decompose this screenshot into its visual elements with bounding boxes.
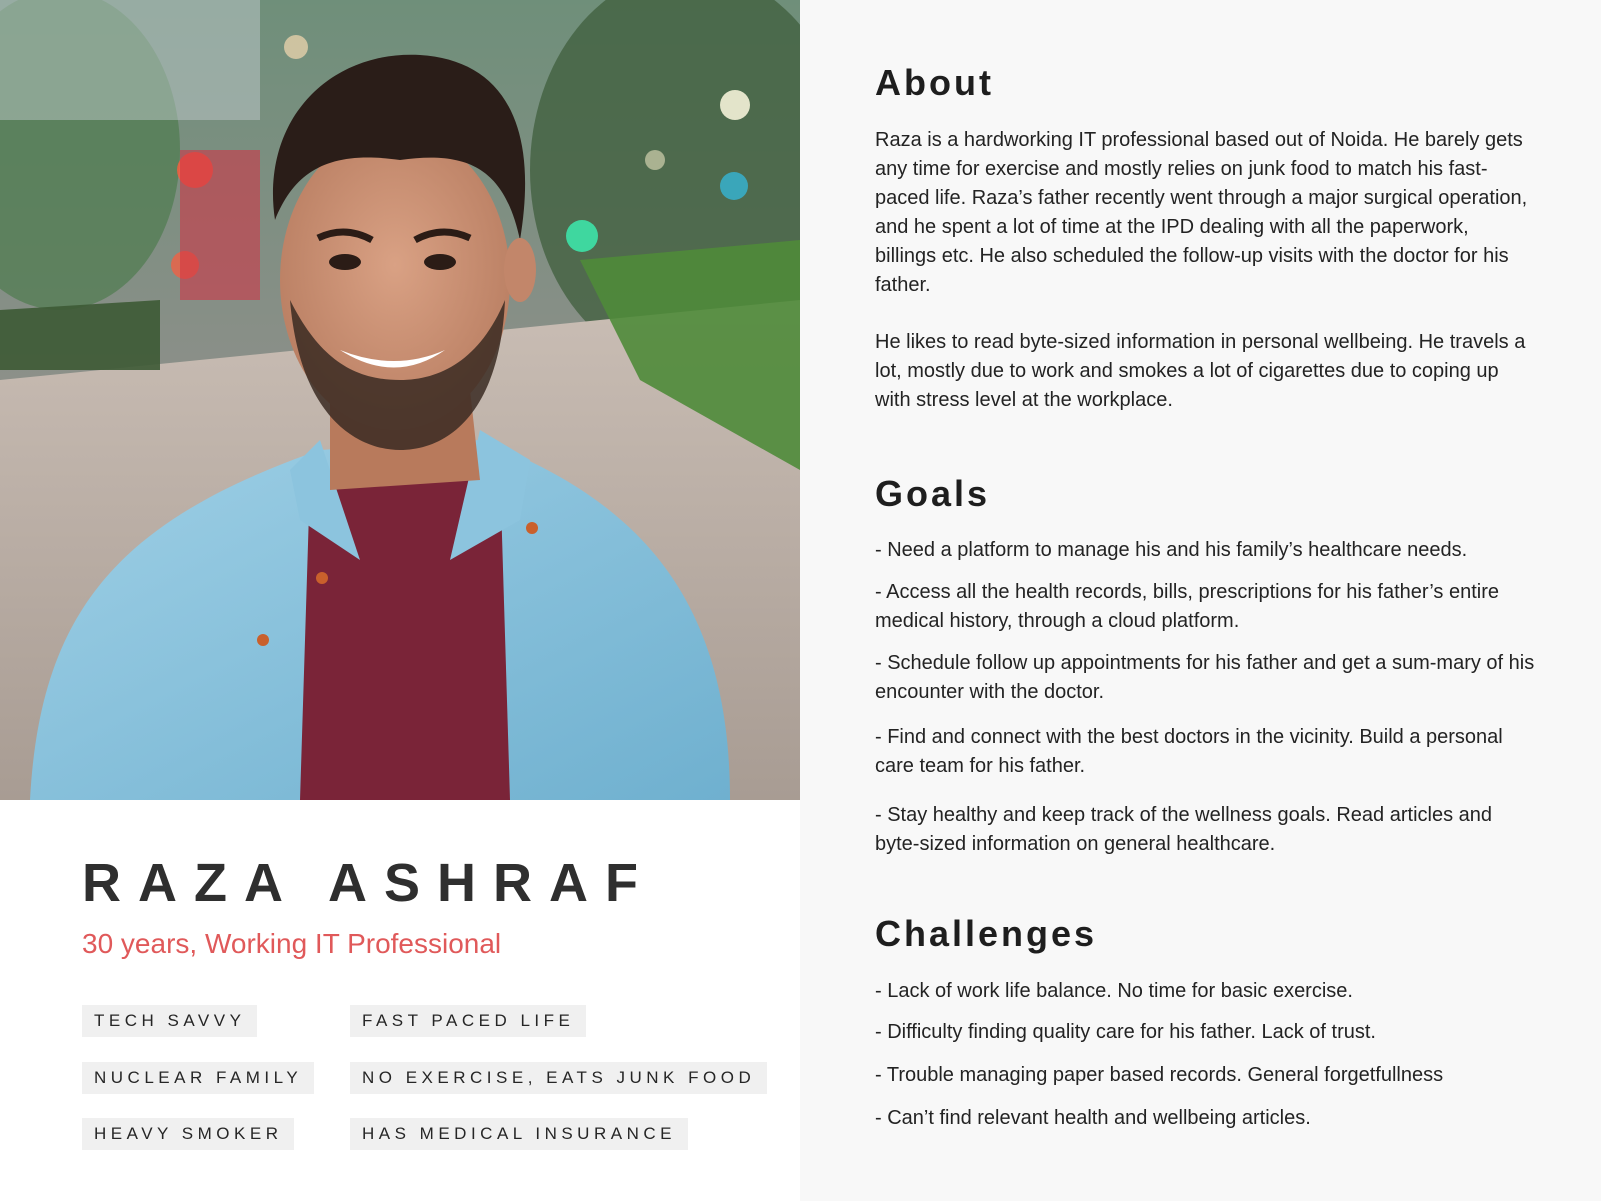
persona-details xyxy=(800,0,1601,1201)
tag-medical-insurance: HAS MEDICAL INSURANCE xyxy=(350,1118,688,1150)
persona-name: RAZA ASHRAF xyxy=(82,853,655,913)
about-paragraph-1: Raza is a hardworking IT professional based out of Noida. He barely gets any time for exercise and mostly relies on junk food to match his fast-paced life. Raza’s father recently went through a major surgical operation, and he spent a lot of time at the IPD dealing with all the paperwork, billings etc. He also scheduled the follow-up visits with the doctor for his father. xyxy=(875,129,1528,296)
challenge-item: - Lack of work life balance. No time for basic exercise. xyxy=(875,980,1353,1002)
persona-subtitle: 30 years, Working IT Professional xyxy=(82,928,502,959)
persona-card xyxy=(0,0,800,1201)
tag-tech-savvy: TECH SAVVY xyxy=(82,1005,257,1037)
goals-heading: Goals xyxy=(875,473,991,514)
challenge-item: - Can’t find relevant health and wellbeing articles. xyxy=(875,1107,1311,1129)
goal-item: - Access all the health records, bills, prescriptions for his father’s entire medical history, through a cloud platform. xyxy=(875,581,1499,632)
about-paragraph-2: He likes to read byte-sized information in personal wellbeing. He travels a lot, mostly due to work and smokes a lot of cigarettes due to coping up with stress level at the workplace. xyxy=(875,331,1526,411)
tag-nuclear-family: NUCLEAR FAMILY xyxy=(82,1062,314,1094)
challenge-item: - Difficulty finding quality care for his father. Lack of trust. xyxy=(875,1021,1376,1043)
goal-item: - Schedule follow up appointments for his father and get a sum-mary of his encounter with the doctor. xyxy=(875,652,1535,703)
challenges-heading: Challenges xyxy=(875,913,1098,954)
about-heading: About xyxy=(875,62,994,103)
goal-item: - Find and connect with the best doctors in the vicinity. Build a personal care team for his father. xyxy=(875,726,1503,777)
goal-item: - Stay healthy and keep track of the wellness goals. Read articles and byte-sized information on general healthcare. xyxy=(875,804,1493,855)
portrait-illustration xyxy=(0,0,800,800)
tag-no-exercise: NO EXERCISE, EATS JUNK FOOD xyxy=(350,1062,767,1094)
challenge-item: - Trouble managing paper based records. General forgetfullness xyxy=(875,1064,1444,1086)
persona-photo xyxy=(0,0,800,800)
tag-heavy-smoker: HEAVY SMOKER xyxy=(82,1118,294,1150)
tag-fast-paced-life: FAST PACED LIFE xyxy=(350,1005,586,1037)
goal-item: - Need a platform to manage his and his family’s healthcare needs. xyxy=(875,539,1468,561)
